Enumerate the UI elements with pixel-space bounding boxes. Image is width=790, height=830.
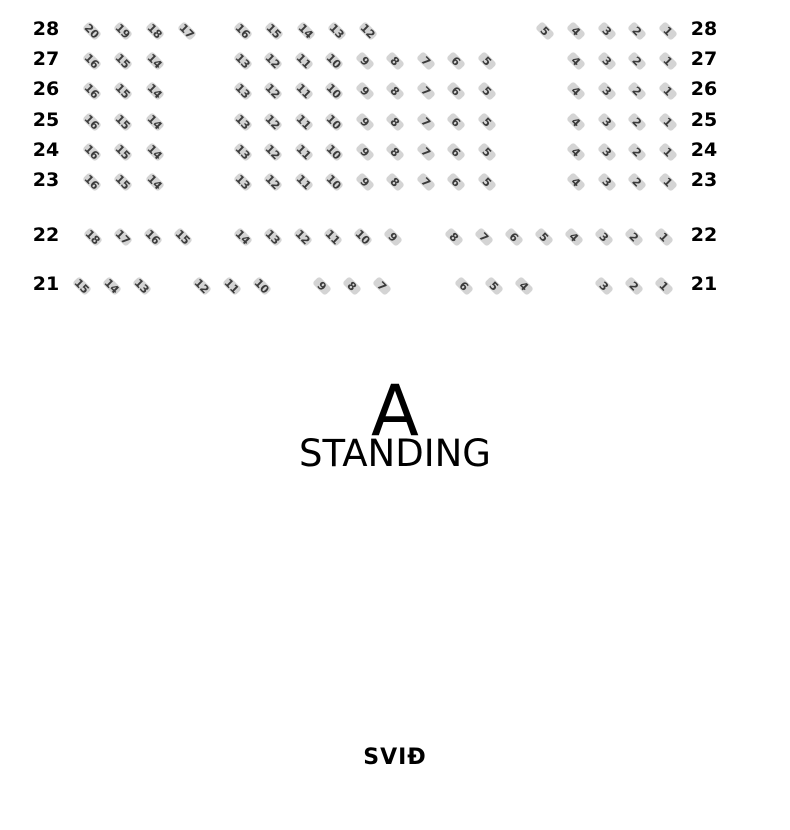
- seat-number: 4: [566, 229, 582, 245]
- seat-number: 3: [599, 174, 615, 190]
- seat-number: 14: [101, 275, 123, 297]
- seat-number: 15: [263, 20, 285, 42]
- seat-row28-num15[interactable]: [264, 21, 284, 41]
- seat-number: 11: [293, 80, 315, 102]
- row-label-left-28: 28: [32, 18, 60, 40]
- seat-number: 1: [656, 229, 672, 245]
- seat-number: 4: [568, 53, 584, 69]
- seat-number: 15: [112, 171, 134, 193]
- seat-number: 9: [314, 278, 330, 294]
- seat-row24-num9[interactable]: [355, 142, 375, 162]
- seat-row27-num7[interactable]: [416, 51, 436, 71]
- seat-number: 10: [323, 171, 345, 193]
- row-label-right-28: 28: [690, 18, 718, 40]
- seat-row28-num20[interactable]: [82, 21, 102, 41]
- seat-row28-num19[interactable]: [113, 21, 133, 41]
- seat-number: 13: [232, 141, 254, 163]
- seat-number: 1: [660, 53, 676, 69]
- seat-number: 13: [232, 50, 254, 72]
- row-label-right-25: 25: [690, 109, 718, 131]
- seat-row22-num3[interactable]: [594, 227, 614, 247]
- seat-row21-num8[interactable]: [342, 276, 362, 296]
- seat-row24-num1[interactable]: [658, 142, 678, 162]
- seat-row26-num3[interactable]: [597, 81, 617, 101]
- seat-row21-num13[interactable]: [132, 276, 152, 296]
- seat-row23-num12[interactable]: [263, 172, 283, 192]
- seat-number: 10: [352, 226, 374, 248]
- seat-row25-num12[interactable]: [263, 112, 283, 132]
- seat-row23-num16[interactable]: [82, 172, 102, 192]
- seat-number: 5: [536, 229, 552, 245]
- seat-row26-num7[interactable]: [416, 81, 436, 101]
- seat-row25-num4[interactable]: [566, 112, 586, 132]
- seat-number: 18: [82, 226, 104, 248]
- seat-number: 13: [131, 275, 153, 297]
- seat-number: 1: [660, 144, 676, 160]
- seat-row26-num1[interactable]: [658, 81, 678, 101]
- seat-number: 14: [295, 20, 317, 42]
- seat-number: 6: [448, 174, 464, 190]
- seat-row22-num13[interactable]: [263, 227, 283, 247]
- seat-row22-num16[interactable]: [143, 227, 163, 247]
- seat-row25-num1[interactable]: [658, 112, 678, 132]
- seat-row23-num11[interactable]: [294, 172, 314, 192]
- seat-row26-num13[interactable]: [233, 81, 253, 101]
- row-label-left-22: 22: [32, 224, 60, 246]
- seat-row21-num11[interactable]: [222, 276, 242, 296]
- seat-number: 2: [629, 144, 645, 160]
- seat-row28-num5[interactable]: [535, 21, 555, 41]
- row-label-right-21: 21: [690, 273, 718, 295]
- seat-row27-num12[interactable]: [263, 51, 283, 71]
- seat-number: 15: [112, 141, 134, 163]
- seat-number: 4: [568, 83, 584, 99]
- seat-number: 12: [191, 275, 213, 297]
- seat-row27-num2[interactable]: [627, 51, 647, 71]
- row-label-left-26: 26: [32, 78, 60, 100]
- seat-number: 3: [596, 278, 612, 294]
- seat-number: 15: [172, 226, 194, 248]
- seat-row23-num15[interactable]: [113, 172, 133, 192]
- seat-number: 5: [537, 23, 553, 39]
- seat-number: 13: [232, 111, 254, 133]
- seat-row25-num15[interactable]: [113, 112, 133, 132]
- row-label-right-27: 27: [690, 48, 718, 70]
- seat-number: 2: [629, 23, 645, 39]
- seat-number: 7: [418, 174, 434, 190]
- seat-row25-num8[interactable]: [385, 112, 405, 132]
- seat-number: 4: [568, 174, 584, 190]
- seat-row22-num10[interactable]: [353, 227, 373, 247]
- seat-number: 9: [357, 174, 373, 190]
- seat-row21-num7[interactable]: [372, 276, 392, 296]
- seat-number: 2: [629, 174, 645, 190]
- seat-number: 14: [144, 111, 166, 133]
- seat-number: 20: [81, 20, 103, 42]
- seat-number: 11: [221, 275, 243, 297]
- seat-row26-num16[interactable]: [82, 81, 102, 101]
- seat-row24-num14[interactable]: [145, 142, 165, 162]
- seat-number: 14: [144, 171, 166, 193]
- seat-number: 9: [385, 229, 401, 245]
- seat-number: 3: [596, 229, 612, 245]
- seat-row21-num9[interactable]: [312, 276, 332, 296]
- seat-number: 7: [418, 53, 434, 69]
- seat-number: 1: [660, 114, 676, 130]
- seat-number: 12: [262, 50, 284, 72]
- seat-row21-num4[interactable]: [514, 276, 534, 296]
- seat-row22-num17[interactable]: [113, 227, 133, 247]
- seat-row26-num2[interactable]: [627, 81, 647, 101]
- row-label-right-23: 23: [690, 169, 718, 191]
- seat-number: 6: [456, 278, 472, 294]
- seat-number: 4: [568, 114, 584, 130]
- seat-number: 11: [322, 226, 344, 248]
- seat-row24-num7[interactable]: [416, 142, 436, 162]
- section-standing-label: STANDING: [299, 432, 491, 475]
- seat-row26-num6[interactable]: [446, 81, 466, 101]
- seat-number: 4: [568, 144, 584, 160]
- seat-number: 10: [323, 111, 345, 133]
- seat-number: 8: [344, 278, 360, 294]
- seat-number: 13: [262, 226, 284, 248]
- seat-row28-num13[interactable]: [327, 21, 347, 41]
- seat-row27-num16[interactable]: [82, 51, 102, 71]
- seat-number: 14: [144, 80, 166, 102]
- seat-row26-num8[interactable]: [385, 81, 405, 101]
- seat-number: 11: [293, 171, 315, 193]
- seat-number: 17: [176, 20, 198, 42]
- section-letter: A: [371, 370, 419, 452]
- seat-row23-num14[interactable]: [145, 172, 165, 192]
- seat-row23-num10[interactable]: [324, 172, 344, 192]
- seat-row27-num5[interactable]: [477, 51, 497, 71]
- seat-number: 16: [81, 50, 103, 72]
- seat-number: 5: [479, 114, 495, 130]
- seat-number: 3: [599, 114, 615, 130]
- seat-row24-num5[interactable]: [477, 142, 497, 162]
- seat-number: 4: [516, 278, 532, 294]
- seat-row23-num4[interactable]: [566, 172, 586, 192]
- row-label-left-24: 24: [32, 139, 60, 161]
- seat-row21-num14[interactable]: [102, 276, 122, 296]
- seat-number: 12: [357, 20, 379, 42]
- seat-number: 16: [81, 171, 103, 193]
- seat-number: 17: [112, 226, 134, 248]
- seat-row27-num11[interactable]: [294, 51, 314, 71]
- seat-row23-num3[interactable]: [597, 172, 617, 192]
- seat-row25-num11[interactable]: [294, 112, 314, 132]
- seat-row22-num8[interactable]: [444, 227, 464, 247]
- seat-row23-num2[interactable]: [627, 172, 647, 192]
- seat-number: 16: [81, 80, 103, 102]
- seat-row27-num15[interactable]: [113, 51, 133, 71]
- seat-number: 7: [374, 278, 390, 294]
- seat-row25-num14[interactable]: [145, 112, 165, 132]
- seat-row28-num12[interactable]: [358, 21, 378, 41]
- seat-row26-num15[interactable]: [113, 81, 133, 101]
- seat-number: 14: [232, 226, 254, 248]
- seat-number: 9: [357, 114, 373, 130]
- seat-number: 1: [660, 23, 676, 39]
- seat-row22-num9[interactable]: [383, 227, 403, 247]
- seat-row28-num14[interactable]: [296, 21, 316, 41]
- seat-number: 9: [357, 83, 373, 99]
- seat-row28-num2[interactable]: [627, 21, 647, 41]
- seat-number: 9: [357, 53, 373, 69]
- seat-row24-num4[interactable]: [566, 142, 586, 162]
- seat-number: 8: [387, 114, 403, 130]
- seat-number: 15: [112, 80, 134, 102]
- seat-row25-num3[interactable]: [597, 112, 617, 132]
- seat-number: 8: [387, 83, 403, 99]
- row-label-right-26: 26: [690, 78, 718, 100]
- seat-row21-num10[interactable]: [252, 276, 272, 296]
- seat-number: 1: [656, 278, 672, 294]
- seat-number: 2: [629, 83, 645, 99]
- seat-number: 2: [626, 229, 642, 245]
- seat-row27-num9[interactable]: [355, 51, 375, 71]
- seat-number: 3: [599, 83, 615, 99]
- seat-number: 3: [599, 144, 615, 160]
- seat-number: 16: [142, 226, 164, 248]
- seat-number: 6: [448, 114, 464, 130]
- seat-number: 10: [251, 275, 273, 297]
- seat-number: 13: [232, 80, 254, 102]
- seat-number: 2: [629, 114, 645, 130]
- seat-row25-num2[interactable]: [627, 112, 647, 132]
- seat-row22-num5[interactable]: [534, 227, 554, 247]
- seat-number: 5: [486, 278, 502, 294]
- seat-row27-num14[interactable]: [145, 51, 165, 71]
- seat-number: 7: [418, 114, 434, 130]
- seat-row21-num3[interactable]: [594, 276, 614, 296]
- seat-row24-num13[interactable]: [233, 142, 253, 162]
- seat-row24-num10[interactable]: [324, 142, 344, 162]
- seat-number: 10: [323, 80, 345, 102]
- seat-number: 6: [448, 144, 464, 160]
- seat-row23-num7[interactable]: [416, 172, 436, 192]
- seat-row25-num5[interactable]: [477, 112, 497, 132]
- seat-row26-num4[interactable]: [566, 81, 586, 101]
- seat-number: 8: [387, 174, 403, 190]
- seat-number: 16: [232, 20, 254, 42]
- row-label-left-23: 23: [32, 169, 60, 191]
- seat-number: 12: [262, 141, 284, 163]
- seat-number: 6: [506, 229, 522, 245]
- seat-number: 5: [479, 53, 495, 69]
- seat-number: 8: [387, 53, 403, 69]
- seat-row25-num10[interactable]: [324, 112, 344, 132]
- row-label-left-27: 27: [32, 48, 60, 70]
- seat-number: 4: [568, 23, 584, 39]
- seat-row27-num1[interactable]: [658, 51, 678, 71]
- seat-row28-num4[interactable]: [566, 21, 586, 41]
- seat-row27-num6[interactable]: [446, 51, 466, 71]
- seat-number: 9: [357, 144, 373, 160]
- seat-number: 13: [326, 20, 348, 42]
- seat-row21-num12[interactable]: [192, 276, 212, 296]
- seat-row27-num4[interactable]: [566, 51, 586, 71]
- seat-row26-num11[interactable]: [294, 81, 314, 101]
- seat-number: 12: [262, 111, 284, 133]
- seat-row23-num13[interactable]: [233, 172, 253, 192]
- row-label-left-21: 21: [32, 273, 60, 295]
- seat-number: 14: [144, 50, 166, 72]
- seat-number: 15: [112, 111, 134, 133]
- seat-number: 3: [599, 23, 615, 39]
- seat-number: 7: [476, 229, 492, 245]
- seat-number: 11: [293, 50, 315, 72]
- seat-number: 6: [448, 83, 464, 99]
- seat-row27-num8[interactable]: [385, 51, 405, 71]
- seat-row23-num1[interactable]: [658, 172, 678, 192]
- seat-row24-num12[interactable]: [263, 142, 283, 162]
- seat-row22-num18[interactable]: [83, 227, 103, 247]
- seat-row24-num2[interactable]: [627, 142, 647, 162]
- stage-label: SVIÐ: [363, 745, 427, 770]
- seat-number: 11: [293, 141, 315, 163]
- seat-row26-num9[interactable]: [355, 81, 375, 101]
- seat-number: 10: [323, 50, 345, 72]
- row-label-left-25: 25: [32, 109, 60, 131]
- seat-number: 18: [144, 20, 166, 42]
- seat-number: 11: [293, 111, 315, 133]
- seat-row21-num1[interactable]: [654, 276, 674, 296]
- seat-number: 10: [323, 141, 345, 163]
- seat-row25-num13[interactable]: [233, 112, 253, 132]
- seat-row26-num10[interactable]: [324, 81, 344, 101]
- seat-number: 14: [144, 141, 166, 163]
- seat-row26-num12[interactable]: [263, 81, 283, 101]
- seat-row22-num12[interactable]: [293, 227, 313, 247]
- seat-number: 16: [81, 141, 103, 163]
- seat-number: 8: [446, 229, 462, 245]
- seat-row24-num15[interactable]: [113, 142, 133, 162]
- seat-row24-num3[interactable]: [597, 142, 617, 162]
- seat-number: 12: [262, 80, 284, 102]
- seat-row28-num18[interactable]: [145, 21, 165, 41]
- seat-row22-num14[interactable]: [233, 227, 253, 247]
- seat-row26-num14[interactable]: [145, 81, 165, 101]
- seat-row23-num9[interactable]: [355, 172, 375, 192]
- seat-row27-num13[interactable]: [233, 51, 253, 71]
- seat-row22-num7[interactable]: [474, 227, 494, 247]
- seat-number: 8: [387, 144, 403, 160]
- seat-number: 12: [262, 171, 284, 193]
- seat-number: 13: [232, 171, 254, 193]
- seat-number: 2: [629, 53, 645, 69]
- seat-row22-num11[interactable]: [323, 227, 343, 247]
- row-label-right-24: 24: [690, 139, 718, 161]
- seat-number: 1: [660, 174, 676, 190]
- seat-row28-num1[interactable]: [658, 21, 678, 41]
- seat-row24-num8[interactable]: [385, 142, 405, 162]
- seat-row26-num5[interactable]: [477, 81, 497, 101]
- seat-number: 19: [112, 20, 134, 42]
- seat-row23-num6[interactable]: [446, 172, 466, 192]
- seat-row24-num16[interactable]: [82, 142, 102, 162]
- seat-row28-num17[interactable]: [177, 21, 197, 41]
- seat-row24-num6[interactable]: [446, 142, 466, 162]
- seat-number: 15: [112, 50, 134, 72]
- seat-row22-num15[interactable]: [173, 227, 193, 247]
- seat-row28-num3[interactable]: [597, 21, 617, 41]
- seat-row21-num6[interactable]: [454, 276, 474, 296]
- seat-number: 2: [626, 278, 642, 294]
- seat-number: 7: [418, 144, 434, 160]
- seat-row25-num6[interactable]: [446, 112, 466, 132]
- seat-row23-num8[interactable]: [385, 172, 405, 192]
- seat-row21-num2[interactable]: [624, 276, 644, 296]
- seat-row25-num16[interactable]: [82, 112, 102, 132]
- seat-row27-num10[interactable]: [324, 51, 344, 71]
- row-label-right-22: 22: [690, 224, 718, 246]
- seat-row28-num16[interactable]: [233, 21, 253, 41]
- seat-number: 15: [71, 275, 93, 297]
- seat-number: 7: [418, 83, 434, 99]
- seat-row22-num6[interactable]: [504, 227, 524, 247]
- seat-row22-num4[interactable]: [564, 227, 584, 247]
- seat-row27-num3[interactable]: [597, 51, 617, 71]
- seat-row25-num7[interactable]: [416, 112, 436, 132]
- seat-row24-num11[interactable]: [294, 142, 314, 162]
- seat-row25-num9[interactable]: [355, 112, 375, 132]
- seat-number: 5: [479, 83, 495, 99]
- seat-row22-num1[interactable]: [654, 227, 674, 247]
- seat-row22-num2[interactable]: [624, 227, 644, 247]
- seat-number: 5: [479, 174, 495, 190]
- seat-row21-num15[interactable]: [72, 276, 92, 296]
- seat-number: 3: [599, 53, 615, 69]
- seat-row21-num5[interactable]: [484, 276, 504, 296]
- seat-number: 5: [479, 144, 495, 160]
- seat-row23-num5[interactable]: [477, 172, 497, 192]
- seat-number: 1: [660, 83, 676, 99]
- seat-number: 16: [81, 111, 103, 133]
- seat-number: 12: [292, 226, 314, 248]
- seat-number: 6: [448, 53, 464, 69]
